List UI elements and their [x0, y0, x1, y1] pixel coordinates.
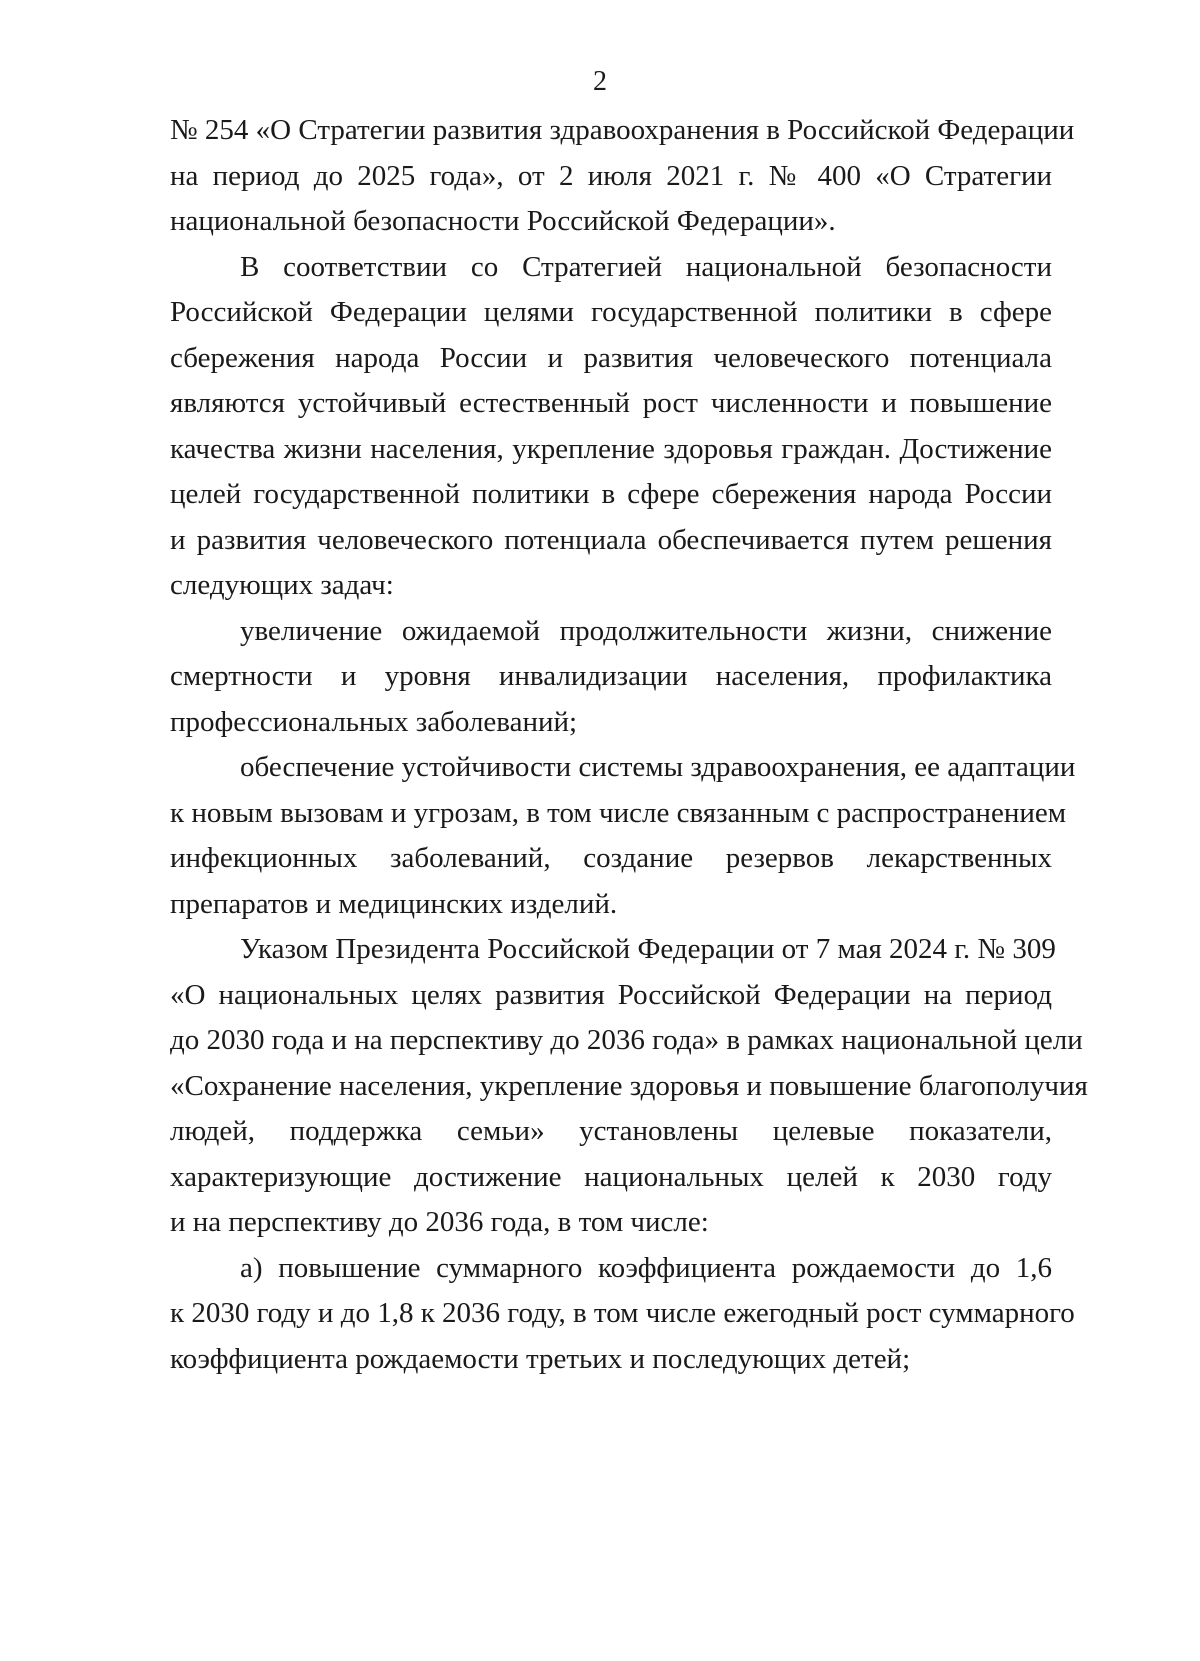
text-line: увеличение ожидаемой продолжительности жизни, снижение [240, 614, 1052, 647]
paragraph-task-life-expectancy [170, 609, 1052, 746]
document-body [170, 108, 1088, 1382]
text-line: «О национальных целях развития Российской Федерации на период [170, 978, 1052, 1011]
text-line: а) повышение суммарного коэффициента рождаемости до 1,6 [240, 1251, 1052, 1284]
text-line: В соответствии со Стратегией национальной безопасности [240, 250, 1052, 283]
text-line: и развития человеческого потенциала обеспечивается путем решения [170, 523, 1052, 556]
text-line: характеризующие достижение национальных целей к 2030 году [170, 1160, 1052, 1193]
text-line: людей, поддержка семьи» установлены целевые показатели, [170, 1115, 1052, 1147]
text-line: Российской Федерации целями государственной политики в сфере [170, 296, 1052, 328]
text-line: Указом Президента Российской Федерации от 7 мая 2024 г. № 309 [240, 933, 1056, 965]
paragraph-national-security-goals [170, 245, 1052, 609]
text-line: национальной безопасности Российской Федерации». [170, 205, 836, 237]
text-line: целей государственной политики в сфере сбережения народа России [170, 478, 1052, 510]
text-line: «Сохранение населения, укрепление здоровья и повышение благополучия [170, 1069, 1088, 1102]
page-number: 2 [593, 66, 607, 97]
text-line: препаратов и медицинских изделий. [170, 887, 618, 920]
text-line: № 254 «О Стратегии развития здравоохранения в Российской Федерации [170, 114, 1075, 146]
text-line: являются устойчивый естественный рост численности и повышение [170, 387, 1052, 419]
text-line: инфекционных заболеваний, создание резервов лекарственных [170, 842, 1052, 874]
text-line: сбережения народа России и развития человеческого потенциала [170, 341, 1052, 374]
text-line: на период до 2025 года», от 2 июля 2021 г. № 400 «О Стратегии [170, 159, 1052, 192]
paragraph-task-healthcare-resilience [170, 745, 1076, 927]
text-line: коэффициента рождаемости третьих и последующих детей; [170, 1342, 911, 1375]
paragraph-strategy-references [170, 108, 1075, 245]
text-line: до 2030 года и на перспективу до 2036 года» в рамках национальной цели [170, 1024, 1083, 1056]
text-line: обеспечение устойчивости системы здравоохранения, ее адаптации [240, 751, 1076, 783]
text-line: смертности и уровня инвалидизации населения, профилактика [170, 660, 1052, 692]
text-line: и на перспективу до 2036 года, в том числе: [170, 1206, 709, 1238]
text-line: профессиональных заболеваний; [170, 705, 578, 738]
text-line: к новым вызовам и угрозам, в том числе связанным с распространением [170, 796, 1067, 829]
text-line: к 2030 году и до 1,8 к 2036 году, в том числе ежегодный рост суммарного [170, 1297, 1075, 1329]
paragraph-item-a-birth-rate [170, 1246, 1075, 1383]
paragraph-presidential-decree [170, 927, 1088, 1246]
text-line: качества жизни населения, укрепление здоровья граждан. Достижение [170, 432, 1052, 465]
text-line: следующих задач: [170, 569, 394, 601]
